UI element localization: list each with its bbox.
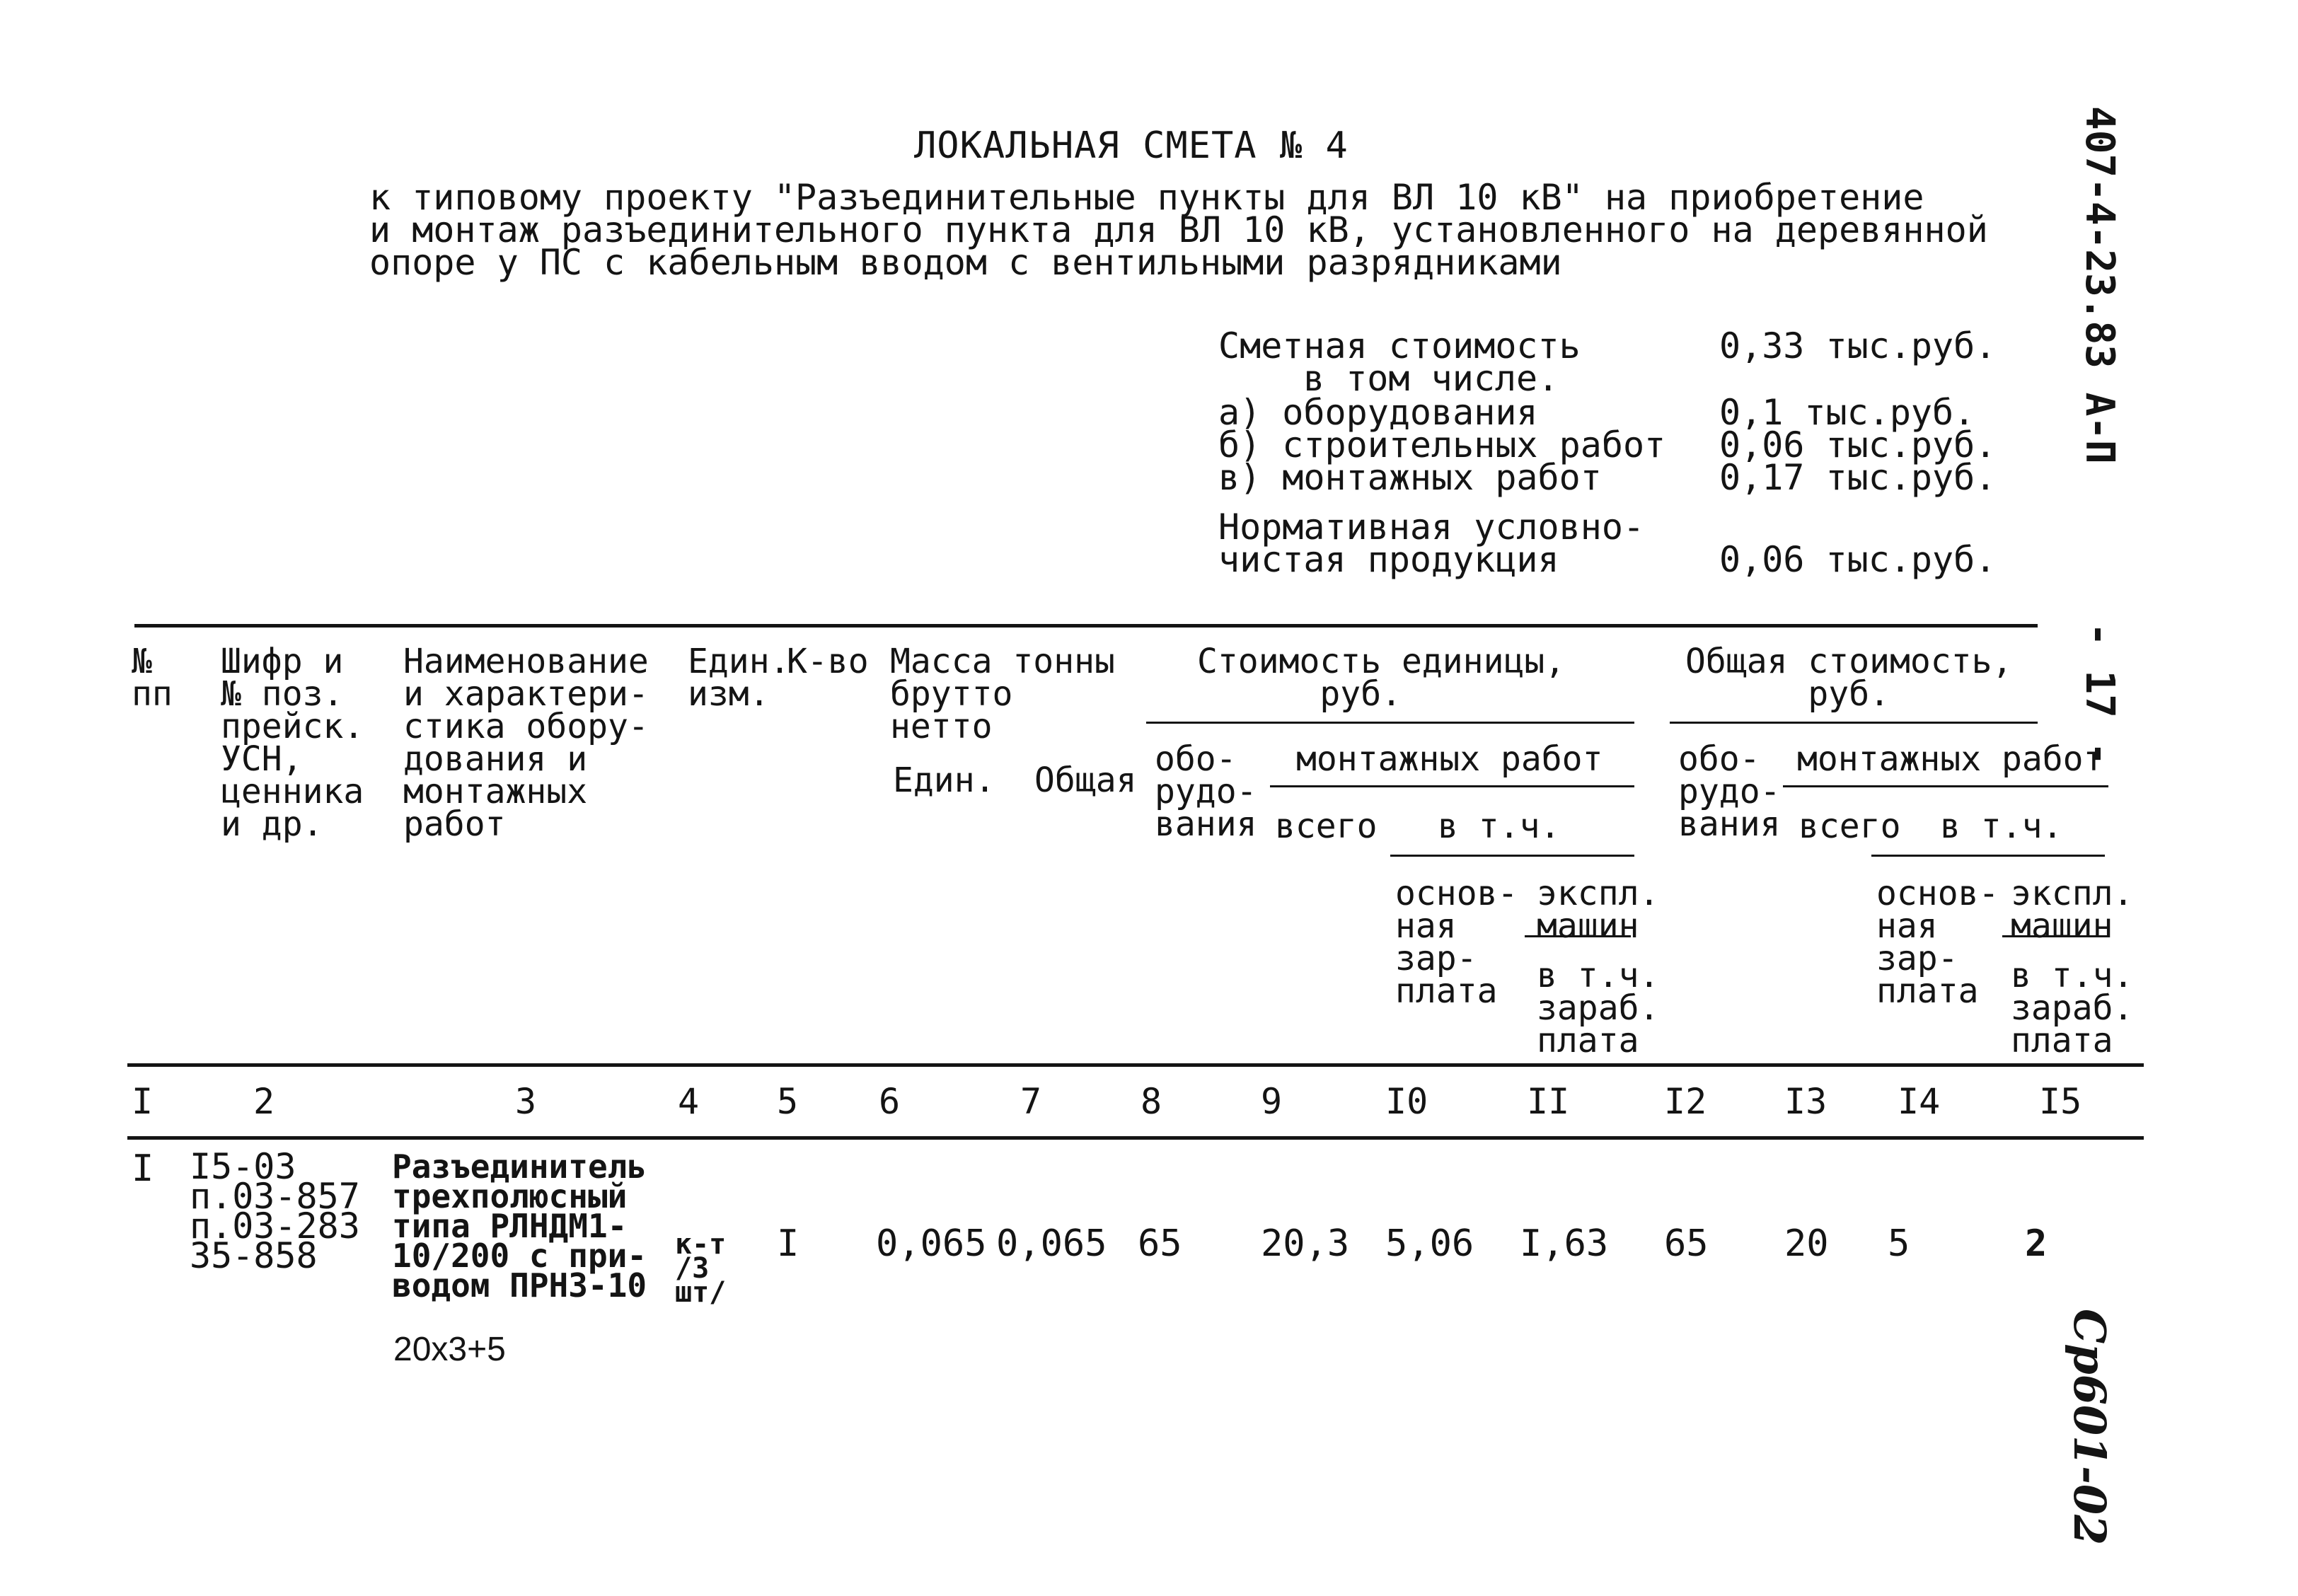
column-number: I0 [1385, 1081, 1428, 1122]
header-unit-cost: Стоимость единицы, руб. [1197, 642, 1566, 714]
header-machines-unit: экспл. машин [1537, 874, 1660, 946]
header-equipment-unit: обо- рудо- вания [1155, 739, 1257, 844]
column-number: 6 [879, 1081, 901, 1122]
header-machines-pay-total: в т.ч. зараб. плата [2011, 956, 2134, 1060]
column-number: 3 [515, 1081, 537, 1122]
column-number: II [1527, 1081, 1570, 1122]
column-number: 4 [678, 1081, 700, 1122]
summary-including-label: в том числе. [1303, 358, 1559, 399]
row-mounting-total-unit: 20,3 [1261, 1222, 1350, 1265]
page-number-label: - 17 - [2077, 623, 2123, 766]
summary-installation-label: в) монтажных работ [1218, 457, 1602, 498]
summary-construction-label: б) строительных работ [1218, 424, 1666, 466]
header-machines-pay-unit: в т.ч. зараб. плата [1537, 956, 1660, 1060]
header-rule-unit-cost [1146, 722, 1634, 724]
column-number: 2 [253, 1081, 275, 1122]
header-equipment-total: обо- рудо- вания [1678, 739, 1781, 844]
header-total-total: всего [1798, 806, 1901, 846]
header-incl-total: в т.ч. [1940, 806, 2063, 846]
subtitle-line-3: опоре у ПС с кабельным вводом с вентильными разрядниками [369, 242, 1562, 283]
row-unit: к-т /3 шт/ [675, 1228, 727, 1309]
header-mounting-unit: монтажных работ [1296, 739, 1603, 779]
header-mass: Масса тонны брутто нетто [890, 642, 1115, 746]
header-rule-total-cost [1670, 722, 2038, 724]
summary-equipment-value: 0,1 тыс.руб. [1719, 392, 1975, 433]
column-number: I5 [2039, 1081, 2082, 1122]
subtitle-line-1: к типовому проекту "Разъединительные пункты для ВЛ 10 кВ" на приобретение [369, 177, 1924, 218]
header-machines-total: экспл. машин [2011, 874, 2134, 946]
row-machines-total: 2 [2025, 1222, 2048, 1265]
summary-normative-label-2: чистая продукция [1218, 539, 1559, 580]
column-number: 7 [1020, 1081, 1042, 1122]
summary-total-label: Сметная стоимость [1218, 325, 1581, 366]
header-mounting-total: монтажных работ [1797, 739, 2104, 779]
row-quantity: I [777, 1222, 799, 1265]
header-total-cost: Общая стоимость, руб. [1685, 642, 2013, 714]
header-mass-total: Общая [1034, 761, 1137, 800]
header-unit: Един. изм. [688, 642, 790, 714]
summary-construction-value: 0,06 тыс.руб. [1719, 424, 1997, 466]
row-name: Разъединитель трехполюсный типа РЛНДМ1- 10/200 с при- водом ПРНЗ-10 [392, 1147, 647, 1305]
column-number: 5 [777, 1081, 799, 1122]
row-base-pay-unit: 5,06 [1385, 1222, 1474, 1265]
column-number: I4 [1898, 1081, 1941, 1122]
row-mass-unit: 0,065 [876, 1222, 987, 1265]
column-number: 8 [1141, 1081, 1162, 1122]
summary-equipment-label: а) оборудования [1218, 392, 1538, 433]
row-code: I5-03 п.03-857 п.03-283 35-858 [190, 1146, 360, 1276]
header-base-pay-unit: основ- ная зар- плата [1395, 874, 1518, 1011]
header-quantity: К-во [787, 642, 869, 681]
header-bottom-rule [127, 1063, 2144, 1067]
header-name: Наименование и характери- стика обору- дования и монтажных работ [403, 642, 649, 844]
handwritten-code: Cp601-02 [2064, 1309, 2115, 1546]
subtitle-line-2: и монтаж разъединительного пункта для ВЛ 10 кВ, установленного на деревянной [369, 209, 1988, 250]
table-top-rule [134, 624, 2038, 628]
row-mounting-total: 20 [1784, 1222, 1829, 1265]
column-number: 9 [1261, 1081, 1283, 1122]
header-mass-unit: Един. [893, 761, 995, 800]
header-rule-mount-unit [1270, 785, 1634, 787]
header-code: Шифр и № поз. прейск. УСН, ценника и др. [221, 642, 364, 844]
header-rule-incl-unit [1390, 855, 1634, 857]
header-row-number: № пп [132, 642, 173, 714]
document-title: ЛОКАЛЬНАЯ СМЕТА № 4 [914, 125, 1349, 167]
column-number: I2 [1664, 1081, 1707, 1122]
row-number: I [132, 1147, 154, 1190]
row-equipment-total: 65 [1664, 1222, 1709, 1265]
header-incl-unit: в т.ч. [1438, 806, 1561, 846]
header-base-pay-total: основ- ная зар- плата [1876, 874, 1999, 1011]
row-mass-total: 0,065 [996, 1222, 1107, 1265]
summary-normative-value: 0,06 тыс.руб. [1719, 539, 1997, 580]
column-number: I [132, 1081, 154, 1122]
document-code-label: 407-4-23.83 А-П [2077, 106, 2123, 464]
row-name-note: 20х3+5 [393, 1331, 506, 1368]
column-number: I3 [1784, 1081, 1828, 1122]
column-numbers-rule [127, 1136, 2144, 1140]
row-machines-unit: I,63 [1520, 1222, 1609, 1265]
header-rule-mount-total [1783, 785, 2108, 787]
summary-installation-value: 0,17 тыс.руб. [1719, 457, 1997, 498]
summary-normative-label-1: Нормативная условно- [1218, 507, 1645, 548]
summary-total-value: 0,33 тыс.руб. [1719, 325, 1997, 366]
header-total-unit: всего [1275, 806, 1378, 846]
row-base-pay-total: 5 [1888, 1222, 1910, 1265]
row-equipment-unit: 65 [1138, 1222, 1182, 1265]
header-rule-incl-total [1871, 855, 2105, 857]
